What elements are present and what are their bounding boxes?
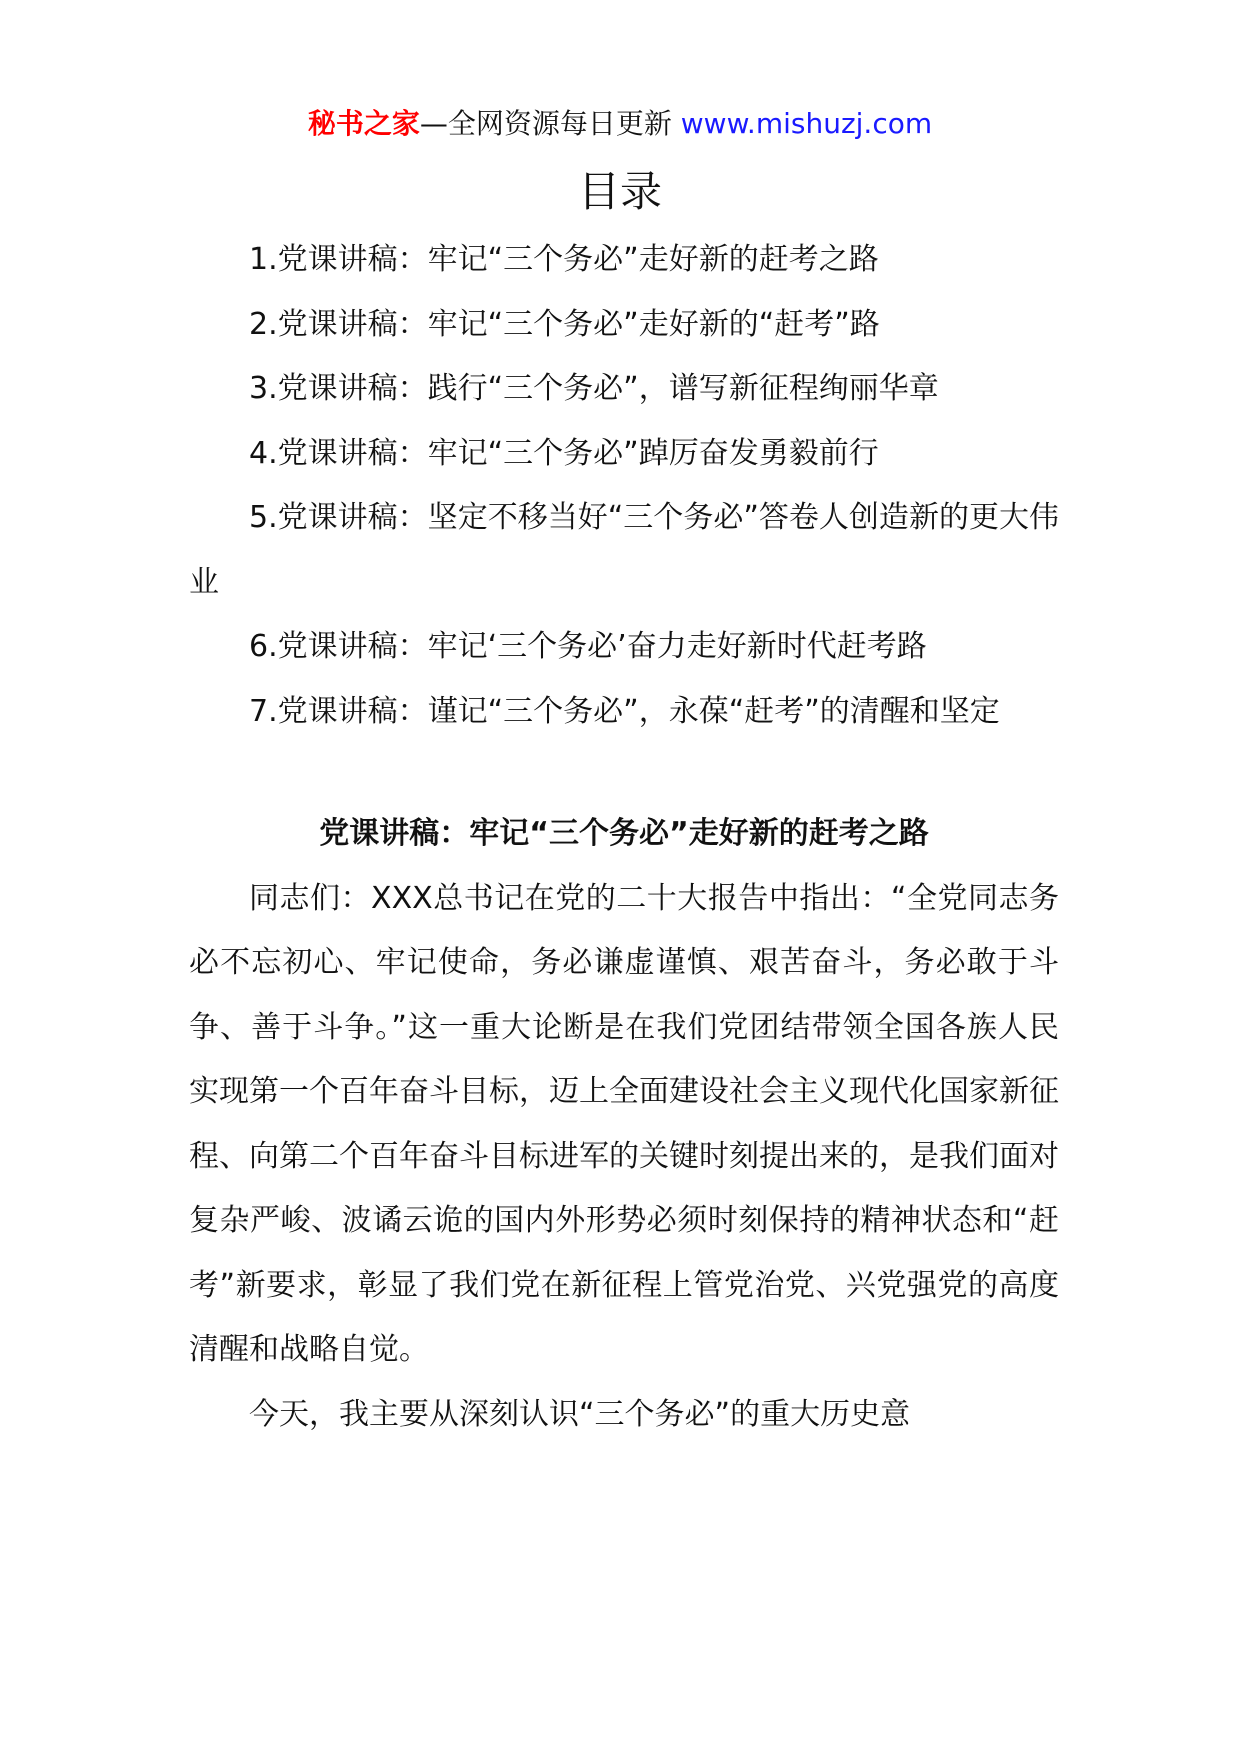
document-body <box>189 228 1059 1447</box>
article-title: 党课讲稿：牢记“三个务必”走好新的赶考之路 <box>319 816 929 851</box>
toc-item-3[interactable]: 3.党课讲稿：践行“三个务必”，谱写新征程绚丽华章 <box>249 371 939 406</box>
article-paragraph: 今天，我主要从深刻认识“三个务必”的重大历史意 <box>249 1396 911 1432</box>
toc-item-7[interactable]: 7.党课讲稿：谨记“三个务必”，永葆“赶考”的清醒和坚定 <box>249 693 1000 729</box>
toc-item-2[interactable]: 2.党课讲稿：牢记“三个务必”走好新的“赶考”路 <box>249 306 880 342</box>
toc-item-6[interactable]: 6.党课讲稿：牢记‘三个务必’奋力走好新时代赶考路 <box>249 629 927 664</box>
site-url-link[interactable]: www.mishuzj.com <box>680 107 933 140</box>
site-header <box>0 104 1240 144</box>
article-paragraph: 同志们：XXX总书记在党的二十大报告中指出：“全党同志务必不忘初心、牢记使命，务必谦虚谨慎、艰苦奋斗，务必敢于斗争、善于斗争。”这一重大论断是在我们党团结带领全国各族人民实现第一个百年奋斗目标，迈上全面建设社会主义现代化国家新征程、向第二个百年奋斗目标进军的关键时刻提出来的，是我们面对复杂严峻、波谲云诡的国内外形势必须时刻保持的精神状态和“赶考”新要求，彰显了我们党在新征程上管党治党、兴党强党的高度清醒和战略自觉。 <box>189 880 1059 1367</box>
toc-item-1[interactable]: 1.党课讲稿：牢记“三个务必”走好新的赶考之路 <box>249 242 879 277</box>
toc-item-5[interactable]: 5.党课讲稿：坚定不移当好“三个务必”答卷人创造新的更大伟业 <box>189 500 1059 600</box>
brand-name: 秘书之家 <box>307 107 420 140</box>
section-divider <box>189 744 1059 802</box>
toc-title: 目录 <box>577 167 662 216</box>
header-slogan: —全网资源每日更新 <box>419 107 681 140</box>
table-of-contents <box>189 228 1059 744</box>
toc-item-4[interactable]: 4.党课讲稿：牢记“三个务必”踔厉奋发勇毅前行 <box>249 435 879 471</box>
